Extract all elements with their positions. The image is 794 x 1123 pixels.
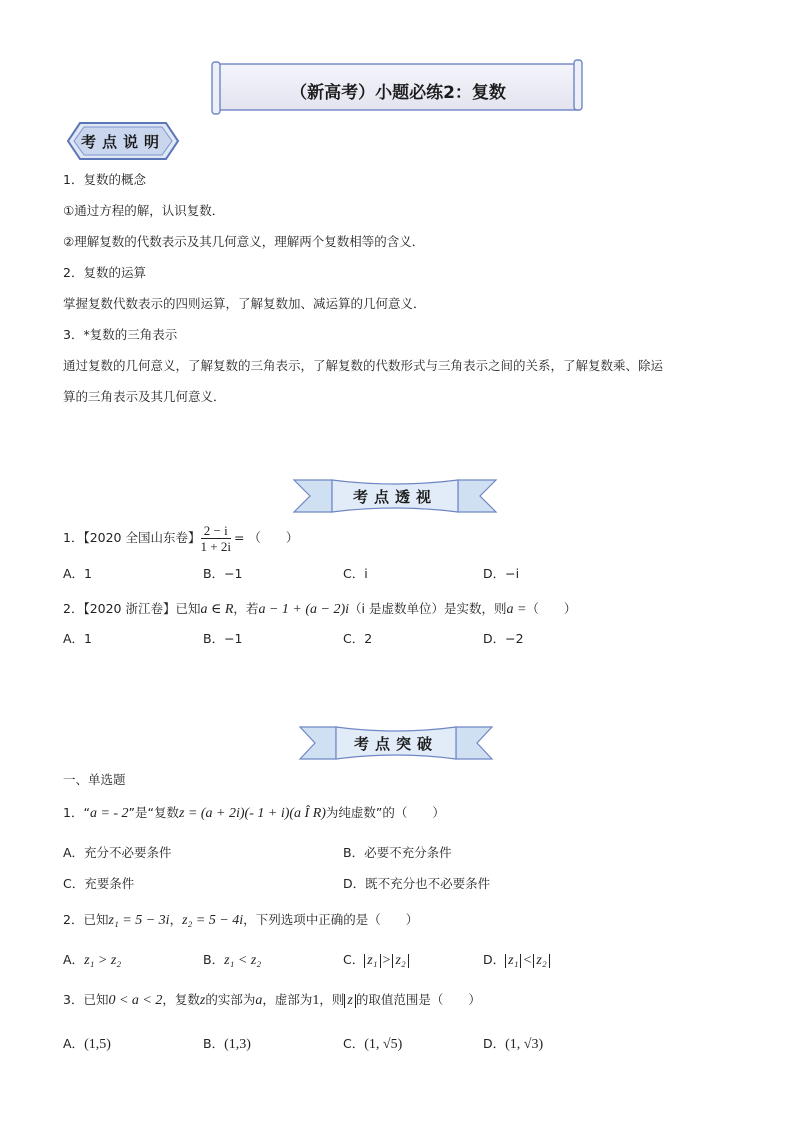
bt-q2-option-b-label: B． (203, 952, 225, 967)
explain-line-1: 1．复数的概念 (63, 172, 146, 187)
bt-q2-option-d-op: < (523, 953, 532, 968)
news-q1-denominator: 1 + 2i (200, 538, 231, 554)
bt-q3-option-d-label: D． (483, 1036, 506, 1051)
bt-q3-option-b-expr: (1,3) (224, 1037, 251, 1052)
bt-q2-option-c-op: > (382, 953, 391, 968)
bt-q2-option-d-left: z₁ (505, 954, 521, 968)
news-q1-suffix: = （ ） (233, 530, 299, 545)
explain-line-3: ②理解复数的代数表示及其几何意义，理解两个复数相等的含义． (63, 234, 425, 249)
news-q1-prefix: 1．【2020 全国山东卷】 (63, 530, 201, 545)
bt-q2-option-c[interactable] (343, 952, 409, 969)
bt-q3-option-c[interactable] (343, 1036, 402, 1053)
explain-line-4: 2．复数的运算 (63, 265, 146, 280)
bt-q3-option-b-label: B． (203, 1036, 225, 1051)
bt-q3-mid: ，复数 (162, 992, 200, 1007)
bt-q2-option-d-label: D． (483, 952, 506, 967)
news-q1-option-c[interactable]: C．i (343, 566, 368, 581)
bt-q1-cond: a = - 2 (89, 806, 129, 821)
bt-q3-option-c-expr: (1, √5) (364, 1037, 403, 1052)
bt-q2-option-b-expr: z₁ < z₂ (224, 953, 262, 968)
bt-q3-option-c-label: C． (343, 1036, 365, 1051)
news-q2-option-a[interactable]: A．1 (63, 631, 93, 646)
bt-q3-option-d-expr: (1, √3) (505, 1037, 544, 1052)
bt-q1-option-c[interactable]: C．充要条件 (63, 876, 135, 891)
explain-line-2: ①通过方程的解，认识复数． (63, 203, 225, 218)
news-q2-mid: ，若 (233, 601, 259, 616)
news-q1 (63, 520, 298, 556)
bt-q3-mid3: ，虚部为 (262, 992, 313, 1007)
explain-line-7: 通过复数的几何意义，了解复数的三角表示，了解复数的代数形式与三角表示之间的关系，了解复数乘、除运 (63, 358, 664, 373)
bt-q1-mid: ”是“复数 (128, 805, 179, 820)
bt-q3 (63, 992, 481, 1009)
page-title: （新高考）小题必练2：复数 (290, 83, 506, 103)
bt-q1-option-b[interactable]: B．必要不充分条件 (343, 845, 452, 860)
news-q2 (63, 601, 576, 618)
bt-q3-mid4: ，则 (319, 992, 345, 1007)
news-q2-option-b[interactable]: B．−1 (203, 631, 243, 646)
explain-line-6: 3．*复数的三角表示 (63, 327, 178, 342)
bt-q1-prefix: 1．“ (63, 805, 90, 820)
bt-q1-option-d[interactable]: D．既不充分也不必要条件 (343, 876, 491, 891)
bt-q1-option-a[interactable]: A．充分不必要条件 (63, 845, 172, 860)
badge-explain: 考点说明 (80, 133, 165, 151)
news-q2-option-c[interactable]: C．2 (343, 631, 373, 646)
bt-q3-option-d[interactable] (483, 1036, 543, 1053)
bt-q2-option-c-label: C． (343, 952, 365, 967)
bt-q3-z: z (199, 993, 206, 1008)
bt-q2-sep: ， (169, 912, 183, 927)
bt-q3-prefix: 3．已知 (63, 992, 109, 1007)
bt-q2-option-a-expr: z₁ > z₂ (84, 953, 122, 968)
bt-q1-expr: z = (a + 2i)(- 1 + i)(a Î R) (179, 806, 326, 821)
news-q2-option-d[interactable]: D．−2 (483, 631, 524, 646)
bt-q2-prefix: 2．已知 (63, 912, 109, 927)
explain-line-8: 算的三角表示及其几何意义． (63, 389, 226, 404)
bt-q3-option-b[interactable] (203, 1036, 251, 1053)
bt-q3-option-a-expr: (1,5) (84, 1037, 111, 1052)
bt-q3-one: 1 (312, 993, 320, 1008)
badge-breakthrough: 考点突破 (353, 735, 438, 753)
bt-q2-option-b[interactable] (203, 952, 261, 969)
bt-q3-cond: 0 < a < 2 (108, 993, 163, 1008)
bt-q3-suffix: 的取值范围是（ ） (355, 992, 481, 1007)
badge-news: 考点透视 (352, 488, 437, 506)
news-q1-option-a[interactable]: A．1 (63, 566, 93, 581)
bt-q3-option-a[interactable] (63, 1036, 111, 1053)
bt-q2-z1: z₁ = 5 − 3i (108, 913, 170, 928)
bt-q2-z2: z₂ = 5 − 4i (182, 913, 244, 928)
news-q2-cond: a ∈ R (200, 602, 234, 617)
news-q2-mid2: （i 是虚数单位）是实数，则 (349, 601, 507, 616)
news-q2-expr2: a = (506, 602, 527, 617)
bt-q2-suffix: ，下列选项中正确的是（ ） (243, 912, 419, 927)
news-q1-option-d[interactable]: D．−i (483, 566, 520, 581)
bt-q3-absz: z (344, 994, 355, 1008)
bt-q1 (63, 805, 445, 822)
bt-q2-option-c-left: z₁ (364, 954, 380, 968)
news-q1-fraction (201, 523, 231, 554)
bt-q2-option-d[interactable] (483, 952, 550, 969)
news-q1-numerator: 2 − i (201, 523, 231, 539)
news-q2-suffix: （ ） (526, 601, 577, 616)
explain-line-5: 掌握复数代数表示的四则运算，了解复数加、减运算的几何意义． (63, 296, 426, 311)
bt-q2-option-a-label: A． (63, 952, 85, 967)
news-q2-prefix: 2．【2020 浙江卷】已知 (63, 601, 201, 616)
news-q1-option-b[interactable]: B．−1 (203, 566, 243, 581)
bt-q2-option-c-right: z₂ (392, 954, 408, 968)
bt-q2-option-d-right: z₂ (533, 954, 549, 968)
news-q2-expr: a − 1 + (a − 2)i (258, 602, 349, 617)
bt-q2 (63, 912, 418, 929)
section-single-choice: 一、单选题 (63, 772, 126, 787)
bt-q3-option-a-label: A． (63, 1036, 85, 1051)
bt-q3-a: a (255, 993, 263, 1008)
bt-q3-mid2: 的实部为 (205, 992, 256, 1007)
bt-q2-option-a[interactable] (63, 952, 121, 969)
bt-q1-suffix: 为纯虚数”的（ ） (325, 805, 445, 820)
